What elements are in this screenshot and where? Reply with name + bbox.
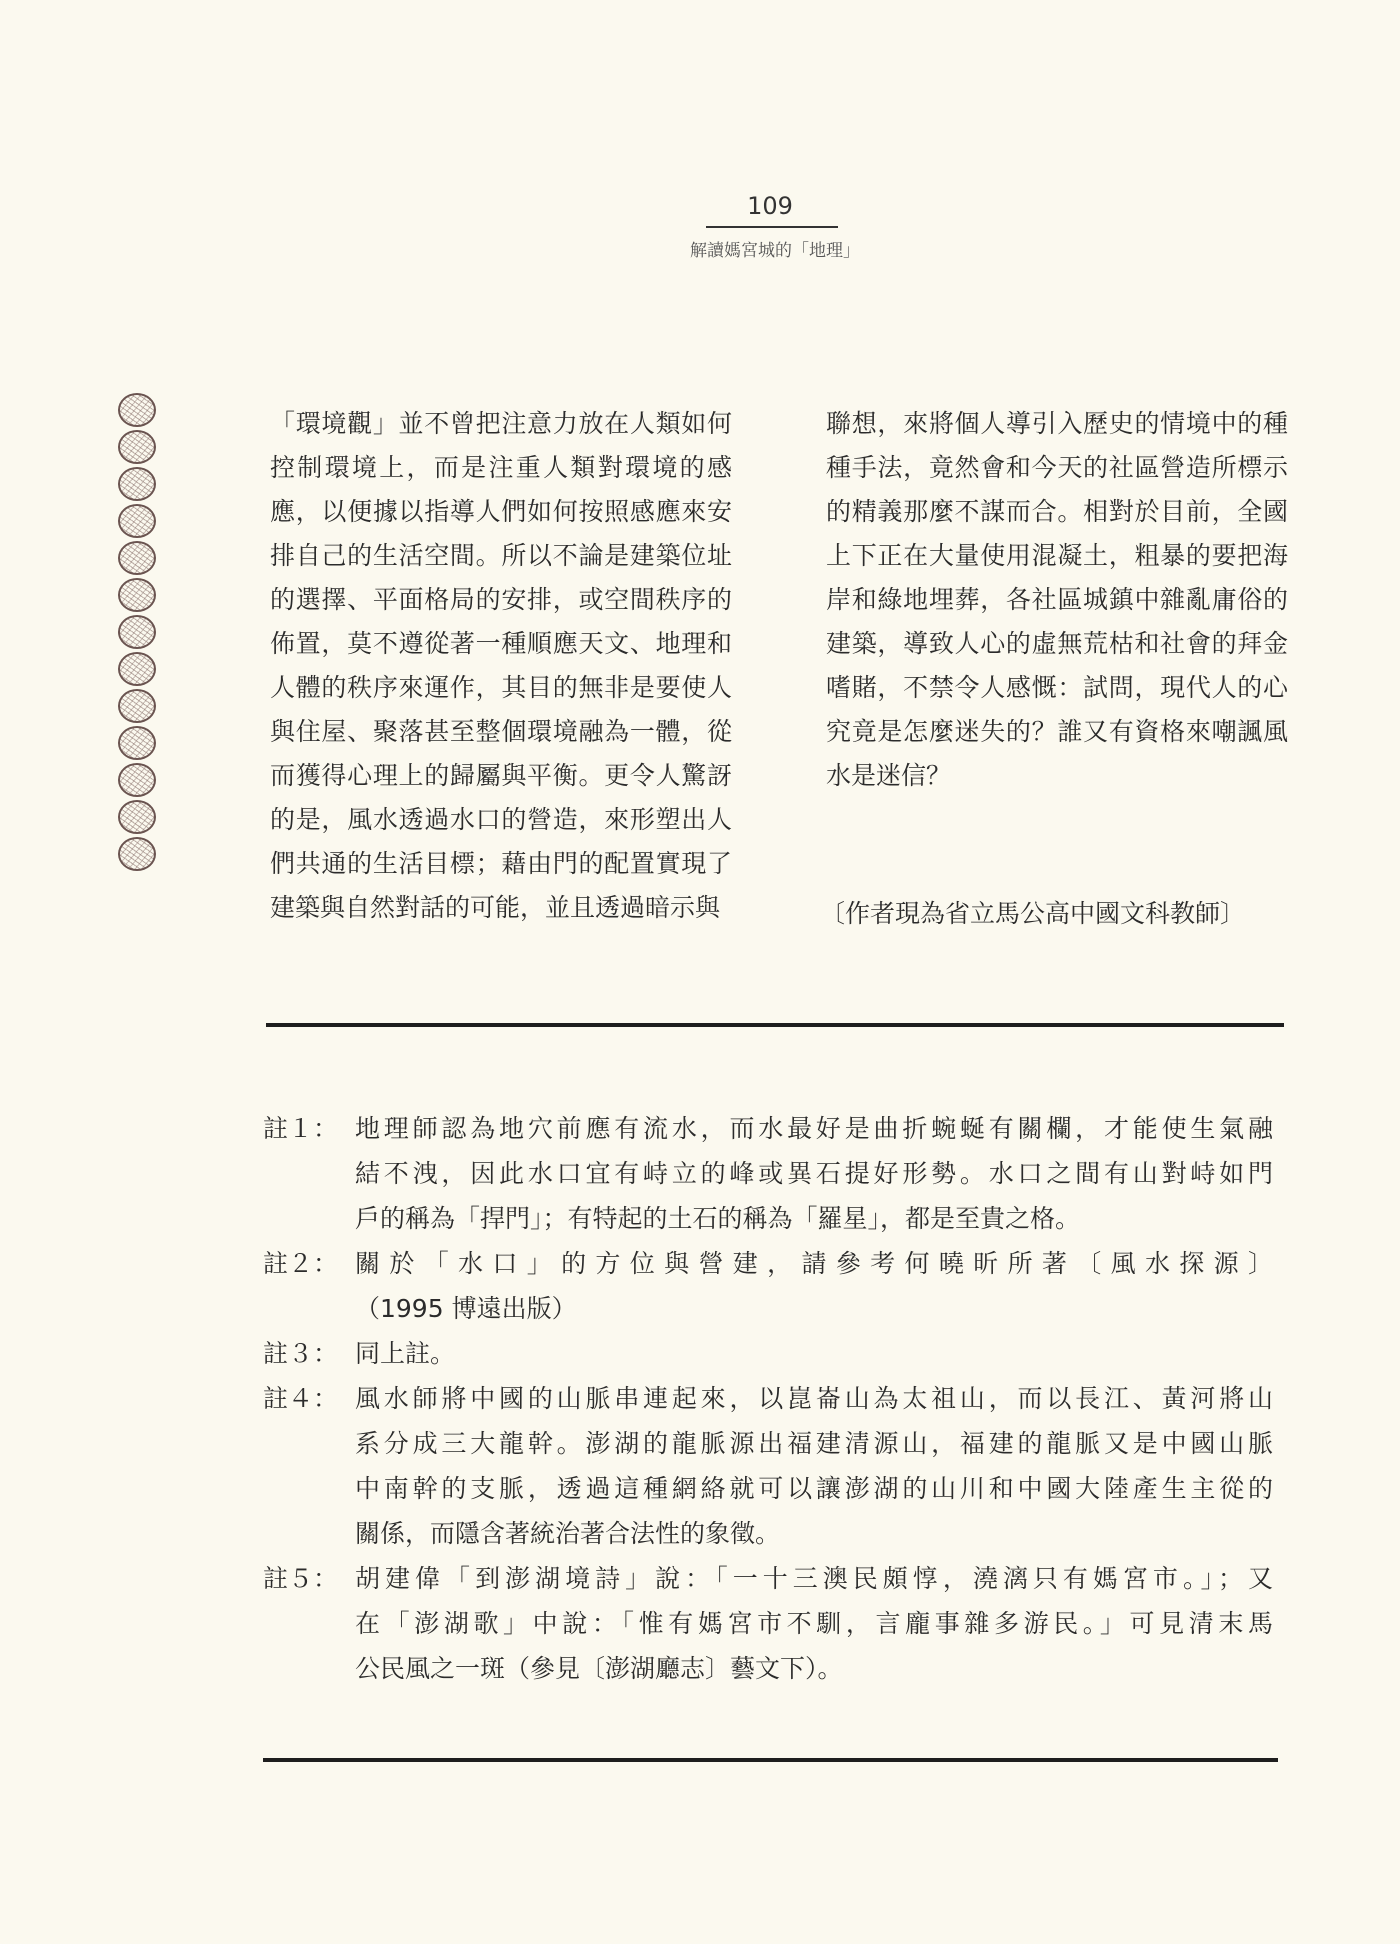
seal-ornament-icon xyxy=(118,763,156,797)
text-line: 種手法，竟然會和今天的社區營造所標示 xyxy=(826,453,1288,482)
text-line: 聯想，來將個人導引入歷史的情境中的種 xyxy=(826,409,1288,438)
footnote-label: 註４： xyxy=(263,1384,339,1413)
text-line: 佈置，莫不遵從著一種順應天文、地理和 xyxy=(270,629,732,658)
text-line: 排自己的生活空間。所以不論是建築位址 xyxy=(270,541,732,570)
seal-ornament-icon xyxy=(118,393,156,427)
seal-ornament-icon xyxy=(118,652,156,686)
text-line: 建築與自然對話的可能，並且透過暗示與 xyxy=(270,893,721,922)
text-line: 上下正在大量使用混凝土，粗暴的要把海 xyxy=(826,541,1288,570)
text-line: 地理師認為地穴前應有流水，而水最好是曲折蜿蜒有關欄，才能使生氣融 xyxy=(355,1114,1273,1143)
footnote-label: 註１： xyxy=(263,1114,339,1143)
seal-ornament-icon xyxy=(118,615,156,649)
text-line: 同上註。 xyxy=(355,1339,456,1368)
text-line: 結不洩，因此水口宜有峙立的峰或異石提好形勢。水口之間有山對峙如門 xyxy=(355,1159,1273,1188)
seal-ornament-icon xyxy=(118,726,156,760)
page-number: 109 xyxy=(747,192,793,220)
bottom-divider xyxy=(263,1758,1278,1762)
footnote xyxy=(263,1556,1273,1691)
seal-ornament-icon xyxy=(118,541,156,575)
text-line: 建築，導致人心的虛無荒枯和社會的拜金 xyxy=(826,629,1288,658)
footnote-body xyxy=(355,1376,1273,1556)
footnote-label: 註３： xyxy=(263,1339,339,1368)
text-line: 嗜賭，不禁令人感慨：試問，現代人的心 xyxy=(826,673,1288,702)
text-line: 戶的稱為「捍門」；有特起的土石的稱為「羅星」，都是至貴之格。 xyxy=(355,1204,1081,1233)
text-line: 而獲得心理上的歸屬與平衡。更令人驚訝 xyxy=(270,761,732,790)
text-line: 胡建偉「到澎湖境詩」說：「一十三澳民頗惇，澆漓只有媽宮市。」；又 xyxy=(355,1564,1273,1593)
text-line: 關於「水口」的方位與營建，請參考何曉昕所著〔風水探源〕 xyxy=(355,1249,1273,1278)
text-line: 岸和綠地埋葬，各社區城鎮中雜亂庸俗的 xyxy=(826,585,1288,614)
text-line: 人體的秩序來運作，其目的無非是要使人 xyxy=(270,673,732,702)
text-line: 水是迷信？ xyxy=(826,761,952,790)
text-line: 與住屋、聚落甚至整個環境融為一體，從 xyxy=(270,717,732,746)
header-rule xyxy=(706,226,838,228)
footnotes xyxy=(263,1106,1273,1691)
footnote xyxy=(263,1331,1273,1376)
text-line: 公民風之一斑（參見〔澎湖廳志〕藝文下）。 xyxy=(355,1654,843,1683)
text-line: 風水師將中國的山脈串連起來，以崑崙山為太祖山，而以長江、黃河將山 xyxy=(355,1384,1273,1413)
text-line: 系分成三大龍幹。澎湖的龍脈源出福建清源山，福建的龍脈又是中國山脈 xyxy=(355,1429,1273,1458)
footnote xyxy=(263,1106,1273,1241)
text-line: 「環境觀」並不曾把注意力放在人類如何 xyxy=(270,409,732,438)
text-line: 的選擇、平面格局的安排，或空間秩序的 xyxy=(270,585,732,614)
seal-ornament-icon xyxy=(118,504,156,538)
seal-ornament-icon xyxy=(118,578,156,612)
footnote xyxy=(263,1376,1273,1556)
seal-ornament-icon xyxy=(118,800,156,834)
seal-ornament-icon xyxy=(118,689,156,723)
section-divider xyxy=(266,1023,1284,1027)
text-line: 的是，風水透過水口的營造，來形塑出人 xyxy=(270,805,732,834)
footnote-body xyxy=(355,1241,1273,1331)
text-line: 應，以便據以指導人們如何按照感應來安 xyxy=(270,497,732,526)
text-line: 們共通的生活目標；藉由門的配置實現了 xyxy=(270,849,732,878)
right-column xyxy=(826,402,1288,798)
footnote-label: 註５： xyxy=(263,1564,339,1593)
footnote-body xyxy=(355,1331,1273,1376)
footnote-body xyxy=(355,1556,1273,1691)
seal-ornament-icon xyxy=(118,430,156,464)
text-line: 在「澎湖歌」中說：「惟有媽宮市不馴，言龐事雜多游民。」可見清末馬 xyxy=(355,1609,1273,1638)
footnote-label: 註２： xyxy=(263,1249,339,1278)
running-title: 解讀媽宮城的「地理」 xyxy=(690,241,860,261)
author-byline: 〔作者現為省立馬公高中國文科教師〕 xyxy=(820,899,1246,928)
seal-ornament-icon xyxy=(118,467,156,501)
text-line: （1995 博遠出版） xyxy=(355,1294,577,1323)
text-line: 控制環境上，而是注重人類對環境的感 xyxy=(270,453,732,482)
text-line: 的精義那麼不謀而合。相對於目前，全國 xyxy=(826,497,1288,526)
seal-ornament-icon xyxy=(118,837,156,871)
seal-ornament-column xyxy=(118,393,164,874)
text-line: 關係，而隱含著統治著合法性的象徵。 xyxy=(355,1519,781,1548)
left-column xyxy=(270,402,732,930)
text-line: 究竟是怎麼迷失的？誰又有資格來嘲諷風 xyxy=(826,717,1288,746)
footnote-body xyxy=(355,1106,1273,1241)
text-line: 中南幹的支脈，透過這種網絡就可以讓澎湖的山川和中國大陸產生主從的 xyxy=(355,1474,1273,1503)
footnote xyxy=(263,1241,1273,1331)
